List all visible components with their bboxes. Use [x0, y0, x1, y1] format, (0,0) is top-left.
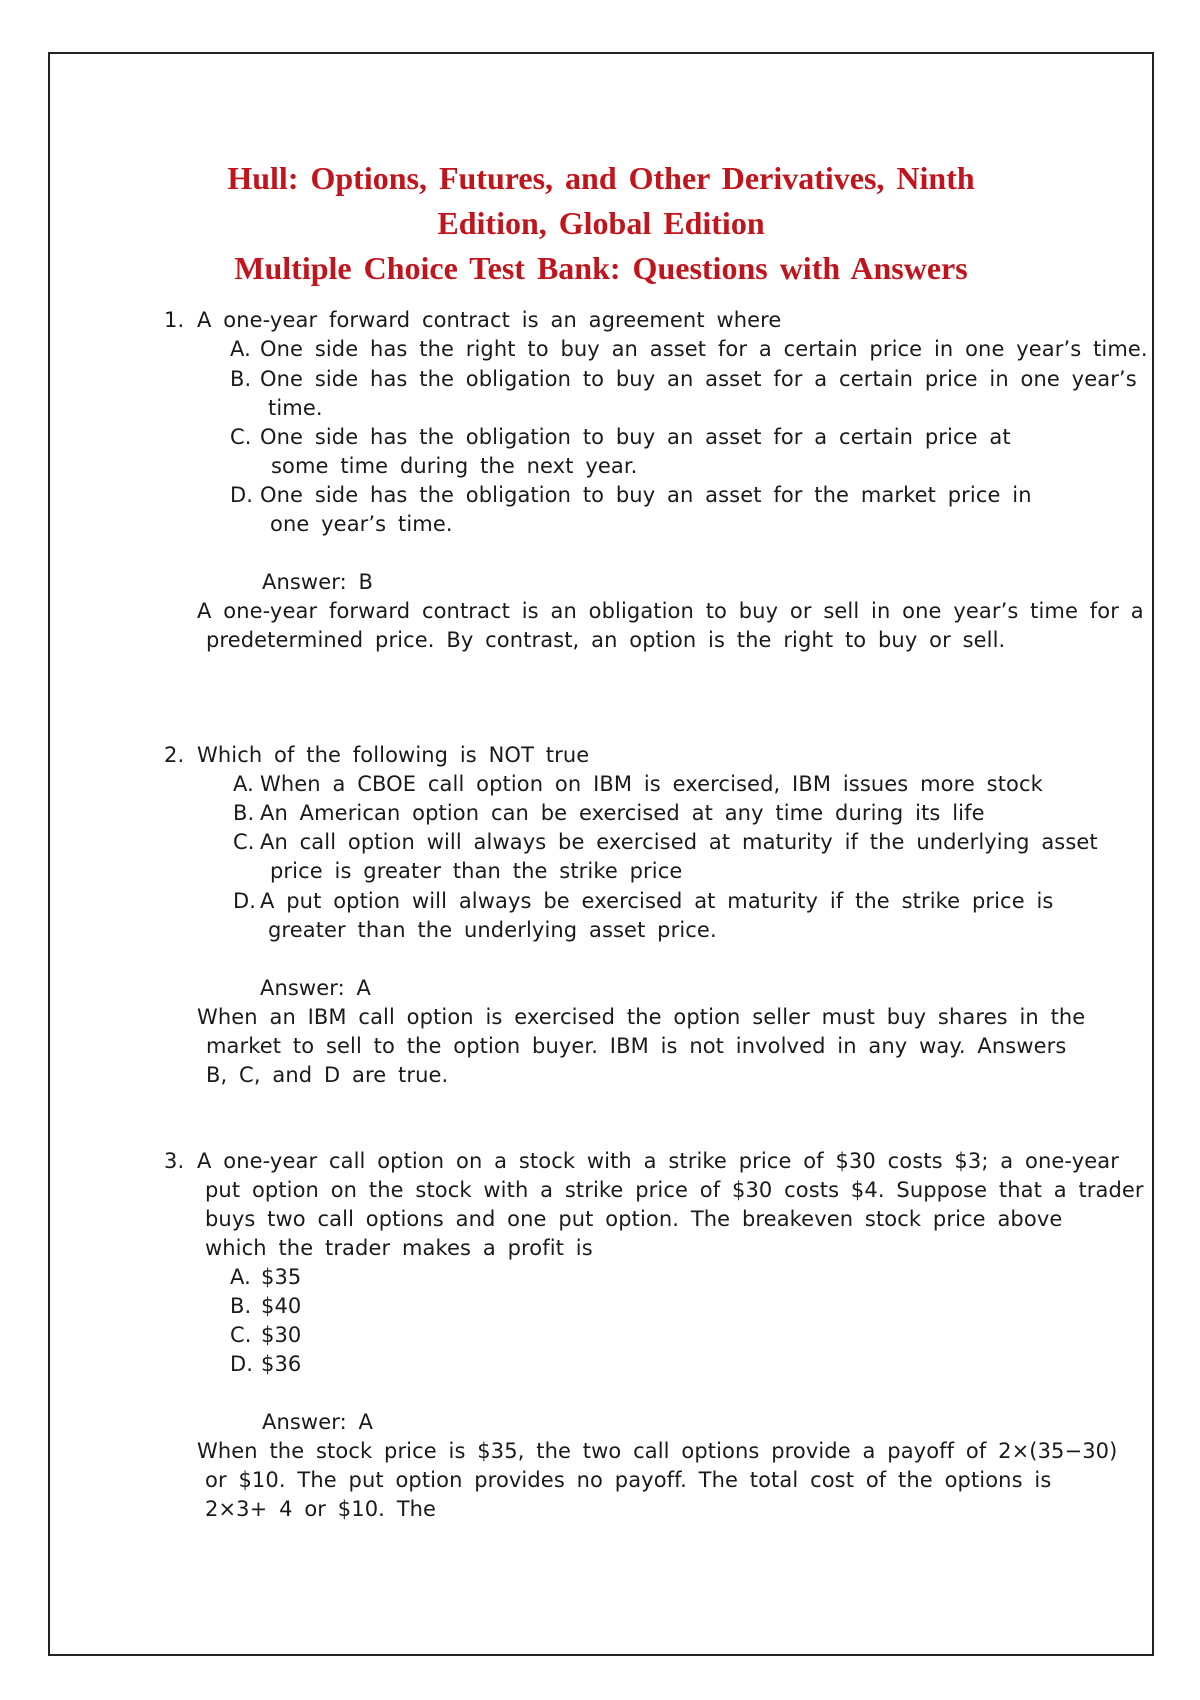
question-stem: Which of the following is NOT true: [197, 743, 590, 767]
document-title: [50, 156, 1152, 291]
title-line-1: Hull: Options, Futures, and Other Derivatives, Ninth: [227, 160, 975, 196]
answer-label: Answer: A: [260, 976, 371, 1000]
question-stem: which the trader makes a profit is: [205, 1236, 593, 1260]
question-stem: A one-year forward contract is an agreement where: [197, 308, 782, 332]
option-text: One side has the right to buy an asset for a certain price in one year’s time.: [260, 337, 1148, 361]
question-number: 1.: [164, 308, 185, 332]
option-text: A put option will always be exercised at maturity if the strike price is: [260, 889, 1054, 913]
option-letter: B.: [230, 1294, 252, 1318]
document-page: [48, 52, 1154, 1656]
explanation-line: When the stock price is $35, the two call options provide a payoff of 2×(35−30): [197, 1439, 1118, 1463]
explanation-line: A one-year forward contract is an obligation to buy or sell in one year’s time for a: [197, 599, 1144, 623]
option-letter: D.: [230, 483, 254, 507]
option-letter: A.: [233, 772, 254, 796]
option-text: One side has the obligation to buy an asset for a certain price at: [260, 425, 1011, 449]
option-text-cont: some time during the next year.: [271, 454, 638, 478]
option-text: $30: [261, 1323, 302, 1347]
option-text: One side has the obligation to buy an asset for a certain price in one year’s: [260, 367, 1137, 391]
explanation-line: B, C, and D are true.: [206, 1063, 449, 1087]
title-line-2: Edition, Global Edition: [437, 205, 765, 241]
option-letter: A.: [230, 337, 251, 361]
option-letter: A.: [230, 1265, 251, 1289]
option-text: $40: [261, 1294, 302, 1318]
question-stem: put option on the stock with a strike price of $30 costs $4. Suppose that a trader: [205, 1178, 1144, 1202]
option-letter: D.: [233, 889, 257, 913]
option-text: $36: [261, 1352, 302, 1376]
option-letter: C.: [233, 830, 255, 854]
option-letter: B.: [230, 367, 252, 391]
option-letter: C.: [230, 1323, 252, 1347]
option-letter: B.: [233, 801, 255, 825]
explanation-line: When an IBM call option is exercised the option seller must buy shares in the: [197, 1005, 1086, 1029]
explanation-line: 2×3+ 4 or $10. The: [205, 1497, 437, 1521]
option-text: When a CBOE call option on IBM is exercised, IBM issues more stock: [260, 772, 1043, 796]
explanation-line: or $10. The put option provides no payoff. The total cost of the options is: [205, 1468, 1052, 1492]
question-stem: buys two call options and one put option. The breakeven stock price above: [205, 1207, 1063, 1231]
option-text: One side has the obligation to buy an asset for the market price in: [260, 483, 1032, 507]
option-text: An call option will always be exercised at maturity if the underlying asset: [260, 830, 1098, 854]
question-number: 2.: [164, 743, 185, 767]
answer-label: Answer: B: [262, 570, 374, 594]
option-text-cont: greater than the underlying asset price.: [268, 918, 717, 942]
question-number: 3.: [164, 1149, 185, 1173]
option-text-cont: price is greater than the strike price: [270, 859, 683, 883]
explanation-line: market to sell to the option buyer. IBM is not involved in any way. Answers: [206, 1034, 1067, 1058]
option-letter: D.: [230, 1352, 254, 1376]
option-text: $35: [261, 1265, 302, 1289]
question-stem: A one-year call option on a stock with a strike price of $30 costs $3; a one-year: [197, 1149, 1119, 1173]
option-text-cont: one year’s time.: [270, 512, 453, 536]
option-letter: C.: [230, 425, 252, 449]
option-text: An American option can be exercised at any time during its life: [260, 801, 985, 825]
title-line-3: Multiple Choice Test Bank: Questions with Answers: [234, 250, 968, 286]
explanation-line: predetermined price. By contrast, an option is the right to buy or sell.: [206, 628, 1006, 652]
answer-label: Answer: A: [262, 1410, 373, 1434]
option-text-cont: time.: [268, 396, 323, 420]
